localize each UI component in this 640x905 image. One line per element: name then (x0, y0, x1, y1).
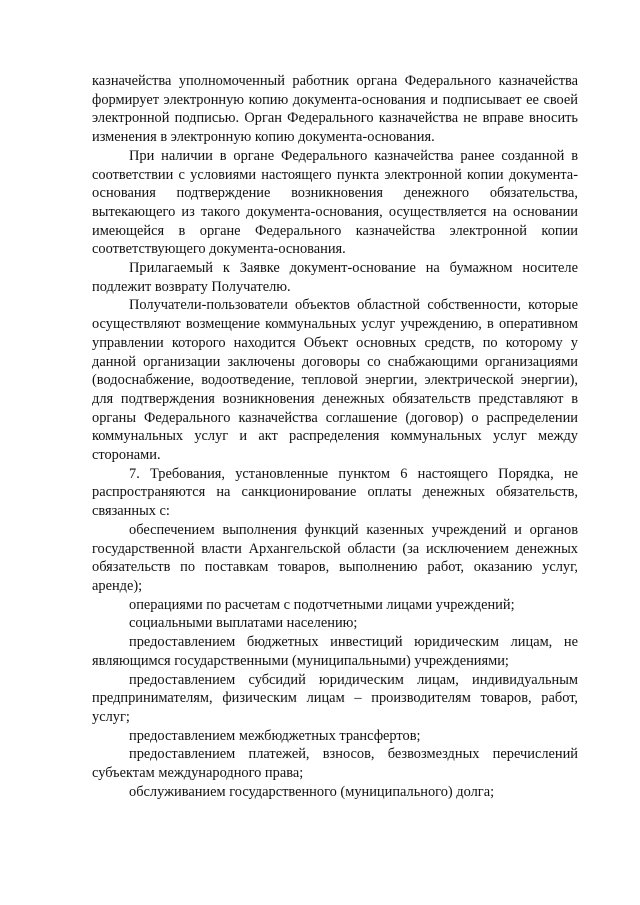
paragraph-13: обслуживанием государственного (муниципального) долга; (129, 783, 495, 800)
paragraph-3: Прилагаемый к Заявке документ-основание на бумажном носителе подлежит возврату Получателю. (92, 260, 578, 295)
paragraph-1: казначейства уполномоченный работник органа Федерального казначейства формирует электронную копию документа-основания и подписывает ее своей электронной подписью. Орган Федерального казначейства не вправе вносить изменения в электронную копию документа-основания. (92, 73, 578, 146)
paragraph-4: Получатели-пользователи объектов областной собственности, которые осуществляют возмещение коммунальных услуг учреждению, в оперативном управлении которого находится Объект основных средств, по которому у данной организации заключены договоры со снабжающими организациями (водоснабжение, водоотведение, тепловой энергии, электрической энергии), для подтверждения возникновения денежных обязательств представляют в органы Федерального казначейства соглашение (договор) о распределении коммунальных услуг и акт распределения коммунальных услуг между сторонами. (92, 297, 578, 464)
paragraph-7: операциями по расчетам с подотчетными лицами учреждений; (129, 596, 515, 613)
paragraph-10: предоставлением субсидий юридическим лицам, индивидуальным предпринимателям, физическим лицам – производителям товаров, работ, услуг; (92, 671, 578, 725)
document-body (92, 72, 578, 801)
paragraph-11: предоставлением межбюджетных трансфертов; (129, 727, 421, 744)
paragraph-9: предоставлением бюджетных инвестиций юридическим лицам, не являющимся государственными (муниципальными) учреждениями; (92, 634, 578, 669)
paragraph-8: социальными выплатами населению; (129, 615, 358, 632)
paragraph-6: обеспечением выполнения функций казенных учреждений и органов государственной власти Архангельской области (за исключением денежных обязательств по поставкам товаров, выполнению работ, оказанию услуг, аренде); (92, 521, 578, 594)
paragraph-5: 7. Требования, установленные пунктом 6 настоящего Порядка, не распространяются на санкционирование оплаты денежных обязательств, связанных с: (92, 465, 578, 520)
paragraph-2: При наличии в органе Федерального казначейства ранее созданной в соответствии с условиями настоящего пункта электронной копии документа-основания подтверждение возникновения денежного обязательства, вытекающего из такого документа-основания, осуществляется на основании имеющейся в органе Федерального казначейства электронной копии соответствующего документа-основания. (92, 147, 578, 258)
paragraph-12: предоставлением платежей, взносов, безвозмездных перечислений субъектам международного права; (92, 746, 578, 782)
